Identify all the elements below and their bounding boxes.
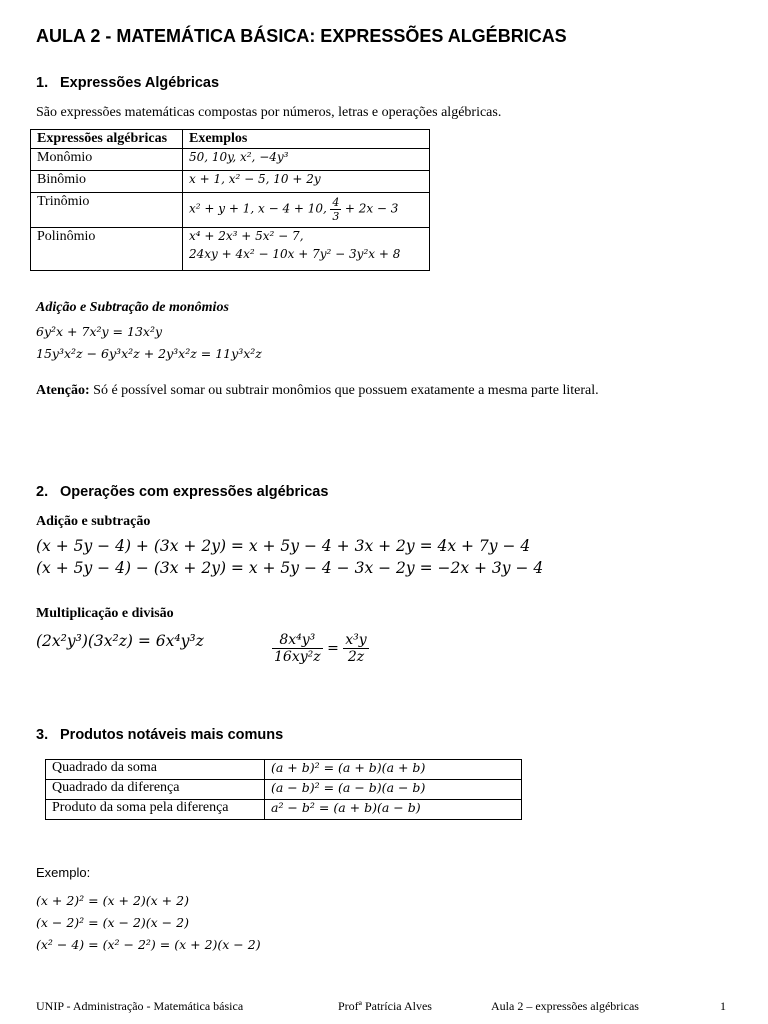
attention-label: Atenção: xyxy=(36,383,90,398)
addition-equation: (x + 5y − 4) + (3x + 2y) = x + 5y − 4 + 3x + 2y = 4x + 7y − 4 xyxy=(36,537,531,555)
addition-heading: Adição e subtração xyxy=(36,514,151,529)
fraction-numerator: x³y xyxy=(345,632,367,648)
row-name: Quadrado da soma xyxy=(46,760,265,780)
multiplication-heading: Multiplicação e divisão xyxy=(36,606,174,621)
division-equation xyxy=(272,632,369,665)
fraction-denominator: 16xy²z xyxy=(274,649,321,665)
notable-products-table xyxy=(45,759,522,820)
example-expression: 50, 10y, x², −4y³ xyxy=(189,150,289,164)
equals-sign: = xyxy=(327,640,339,657)
formula: a² − b² = (a + b)(a − b) xyxy=(271,800,421,815)
table-row xyxy=(46,760,522,780)
example-equation: (x + 2)² = (x + 2)(x + 2) xyxy=(36,893,189,908)
expressions-table xyxy=(30,129,430,271)
section3-number: 3. xyxy=(36,727,49,743)
row-formula xyxy=(265,760,522,780)
table-row xyxy=(31,228,430,271)
section2-number: 2. xyxy=(36,484,49,500)
monomial-equation: 6y²x + 7x²y = 13x²y xyxy=(36,324,163,339)
fraction-denominator: 3 xyxy=(332,210,340,223)
table-row xyxy=(46,780,522,800)
footer-teacher: Profª Patrícia Alves xyxy=(338,999,432,1013)
section1-heading xyxy=(36,75,219,91)
fraction-numerator: 8x⁴y³ xyxy=(272,632,323,649)
fraction xyxy=(330,196,341,223)
section1-intro: São expressões matemáticas compostas por números, letras e operações algébricas. xyxy=(36,105,502,120)
example-expression: x² + y + 1, x − 4 + 10, xyxy=(189,201,327,216)
footer-lesson: Aula 2 – expressões algébricas xyxy=(491,999,639,1013)
attention-note xyxy=(36,383,599,399)
table-row xyxy=(31,171,430,193)
section1-title: Expressões Algébricas xyxy=(60,75,220,91)
row-example xyxy=(183,228,430,271)
table-header-cell: Exemplos xyxy=(183,130,430,149)
page-title: AULA 2 - MATEMÁTICA BÁSICA: EXPRESSÕES ALGÉBRICAS xyxy=(36,26,567,46)
row-formula xyxy=(265,800,522,820)
monomial-ops-heading: Adição e Subtração de monômios xyxy=(36,300,229,315)
example-expression: 24xy + 4x² − 10x + 7y² − 3y²x + 8 xyxy=(189,247,401,261)
monomial-equation: 15y³x²z − 6y³x²z + 2y³x²z = 11y³x²z xyxy=(36,346,262,361)
section2-heading xyxy=(36,484,328,500)
row-name: Produto da soma pela diferença xyxy=(46,800,265,820)
row-formula xyxy=(265,780,522,800)
section3-heading xyxy=(36,727,283,743)
fraction-denominator: 2z xyxy=(347,649,365,665)
multiplication-equation: (2x²y³)(3x²z) = 6x⁴y³z xyxy=(36,632,204,650)
row-example xyxy=(183,193,430,228)
section3-title: Produtos notáveis mais comuns xyxy=(60,727,284,743)
row-name: Binômio xyxy=(31,171,183,193)
section2-title: Operações com expressões algébricas xyxy=(60,484,329,500)
table-header-row xyxy=(31,130,430,149)
row-name: Monômio xyxy=(31,149,183,171)
fraction xyxy=(272,632,323,665)
example-equation: (x − 2)² = (x − 2)(x − 2) xyxy=(36,915,189,930)
table-row xyxy=(31,149,430,171)
section1-number: 1. xyxy=(36,75,49,91)
example-expression: x⁴ + 2x³ + 5x² − 7, xyxy=(189,229,304,243)
attention-text: Só é possível somar ou subtrair monômios que possuem exatamente a mesma parte literal. xyxy=(89,383,599,398)
example-equation: (x² − 4) = (x² − 2²) = (x + 2)(x − 2) xyxy=(36,937,261,952)
table-row xyxy=(46,800,522,820)
table-header-cell: Expressões algébricas xyxy=(31,130,183,149)
example-expression: + 2x − 3 xyxy=(344,201,399,216)
formula: (a + b)² = (a + b)(a + b) xyxy=(271,760,426,775)
page-number: 1 xyxy=(720,999,726,1013)
fraction-numerator: 4 xyxy=(332,196,340,209)
row-example xyxy=(183,149,430,171)
row-example xyxy=(183,171,430,193)
formula: (a − b)² = (a − b)(a − b) xyxy=(271,780,426,795)
example-expression: x + 1, x² − 5, 10 + 2y xyxy=(189,172,321,186)
example-label: Exemplo: xyxy=(36,865,91,880)
row-name: Polinômio xyxy=(31,228,183,271)
table-row xyxy=(31,193,430,228)
fraction xyxy=(343,632,368,665)
subtraction-equation: (x + 5y − 4) − (3x + 2y) = x + 5y − 4 − 3x − 2y = −2x + 3y − 4 xyxy=(36,559,544,577)
footer-course: UNIP - Administração - Matemática básica xyxy=(36,999,244,1013)
row-name: Quadrado da diferença xyxy=(46,780,265,800)
row-name: Trinômio xyxy=(31,193,183,228)
